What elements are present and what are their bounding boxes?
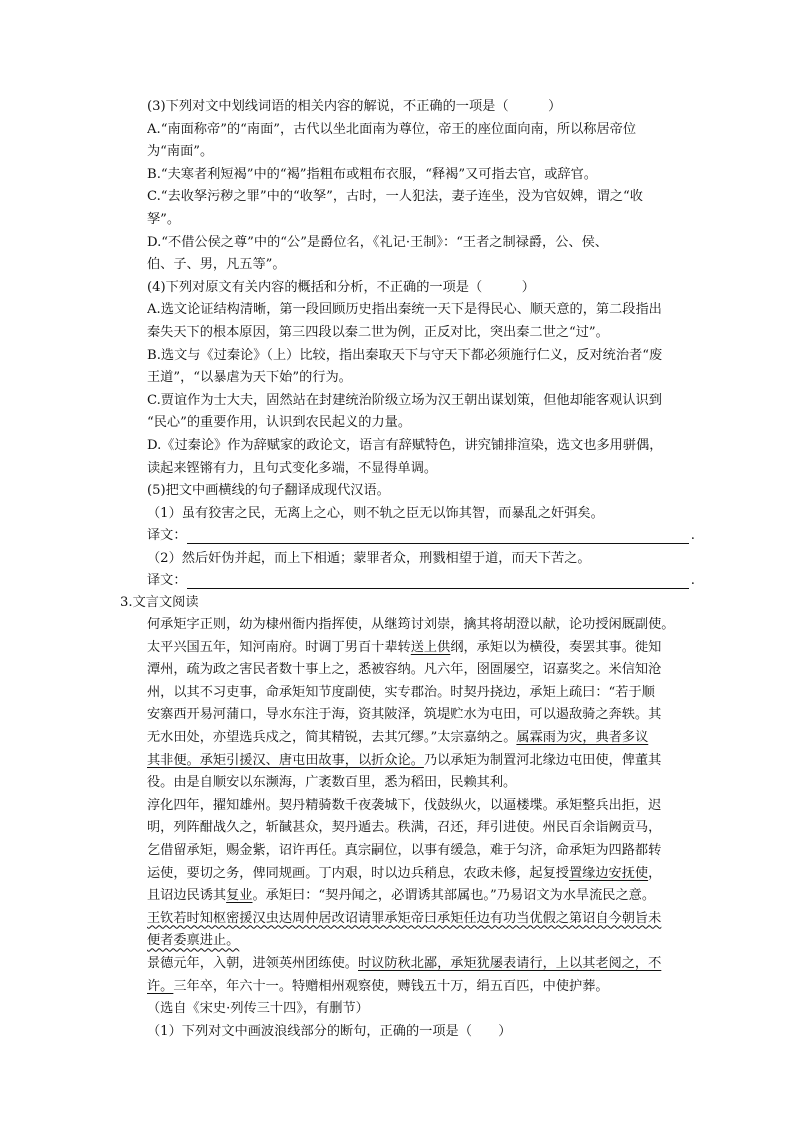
passage-line: 役。由是自顺安以东濒海，广袤数百里，悉为稻田，民赖其利。: [147, 775, 517, 791]
passage-line: [147, 953, 703, 976]
q4-option-d-line2: 读起来铿锵有力，且句式变化多端，不显得单调。: [147, 460, 438, 476]
text-run: 景德元年，入朝，进领英州团练使。: [147, 955, 358, 971]
passage-line: [147, 885, 703, 908]
q3-stem: (3)下列对文中划线词语的相关内容的解说，不正确的一项是（ ）: [147, 99, 562, 114]
classical-passage: [147, 614, 703, 1043]
q5-translation-2: [147, 570, 695, 593]
underlined-sentence: 许。: [147, 978, 174, 994]
q3-option-d-line2: 伯、子、男，凡五等”。: [147, 257, 286, 273]
q4-option-b-line1: B.选文与《过秦论》（上）比较，指出秦取天下与守天下都必须施行仁义，反对统治者“废: [147, 347, 663, 363]
wavy-underlined-text: 王钦若时知枢密援汉虫达周仲居改诏请罪承矩帝曰承矩任边有功当优假之第诏自今朝旨未: [147, 910, 662, 926]
period-mark: .: [690, 573, 695, 589]
q5-sentence-2: （2）然后奸伪并起，而上下相遁；蒙罪者众，刑戮相望于道，而天下苦之。: [147, 550, 591, 566]
passage-line: 淳化四年，擢知雄州。契丹精骑数千夜袭城下，伐鼓纵火，以逼楼堞。承矩整兵出拒，迟: [147, 797, 662, 813]
q3-option-a-line1: A.“南面称帝”的“南面”，古代以坐北面南为尊位，帝王的座位面向南，所以称居帝位: [147, 121, 637, 137]
passage-line: 潭州，疏为政之害民者数十事上之，悉被容纳。凡六年，囹圄屡空，诏嘉奖之。米信知沧: [147, 662, 662, 678]
period-mark: .: [690, 528, 695, 544]
passage-line: [147, 976, 703, 999]
translation-label: 译文：: [147, 528, 187, 544]
q4-option-a-line1: A.选文论证结构清晰，第一段回顾历史指出秦统一天下是得民心、顺天意的，第二段指出: [147, 302, 662, 318]
passage-line: [147, 908, 703, 931]
passage-line: [147, 637, 703, 660]
text-run: 运使，要切之务，俾同规画。丁内艰，时以边兵稍息，农政未修，起复授: [147, 865, 569, 881]
q3-option-c-line1: C.“去收孥污秽之罪”中的“收孥”，古时，一人犯法，妻子连坐，没为官奴婢，谓之“收: [147, 189, 643, 205]
text-run: 三年卒，年六十一。特赠相州观察使，赙钱五十万，绢五百匹，中使护葬。: [173, 978, 609, 994]
q4-option-c-line2: “民心”的重要作用，认识到农民起义的力量。: [147, 415, 412, 431]
q4-option-c-line1: C.贾谊作为士大夫，固然站在封建统治阶级立场为汉王朝出谋划策，但他却能客观认识到: [147, 392, 662, 408]
text-run: 乃以承矩为制置河北缘边屯田使，俾董其: [423, 752, 662, 768]
q5-sentence-1: （1）虽有狡害之民，无离上之心，则不轨之臣无以饰其智，而暴乱之奸弭矣。: [147, 505, 604, 521]
q4-option-b-line2: 王道”，“以暴虐为天下始”的行为。: [147, 370, 352, 386]
underlined-sentence: 时议防秋北鄙，承矩犹屡表请行，上以其老阅之，不: [358, 955, 662, 971]
underlined-word: 置缘边安抚使: [569, 865, 649, 881]
text-run: 。承矩曰：“契丹闻之，必谓诱其部属也。”乃易诏文为水旱流民之意。: [252, 888, 656, 904]
passage-line: 明，列阵酣战久之，斩馘甚众，契丹遁去。秩满，召还，拜引进使。州民百余诣阙贡马，: [147, 820, 662, 836]
passage-line: 乞借留承矩，赐金紫，诏许再任。真宗嗣位，以事有缓急，难于匀济，命承矩为四路都转: [147, 842, 662, 858]
passage-source: （选自《宋史·列传三十四》，有删节）: [147, 1001, 369, 1017]
passage-line: [147, 750, 703, 773]
passage-line: 州，以其不习吏事，命承矩知节度副使，实专郡治。时契丹挠边，承矩上疏曰：“若于顺: [147, 684, 655, 700]
questions-block: [147, 96, 695, 593]
q3-option-b: B.“夫寒者利短褐”中的“褐”指粗布或粗布衣服，“释褐”又可指去官，或辞官。: [147, 166, 597, 182]
q4-option-a-line2: 秦失天下的根本原因，第三四段以秦二世为例，正反对比，突出秦二世之“过”。: [147, 324, 609, 340]
passage-line: 安寨西开易河蒲口，导水东注于海，资其陂泽，筑堤贮水为屯田，可以遏敌骑之奔轶。其: [147, 707, 662, 723]
underlined-word: 送上供: [410, 639, 451, 655]
q3-option-a-line2: 为“南面”。: [147, 144, 214, 160]
underlined-sentence: 属霖雨为灾，典者多议: [516, 729, 649, 745]
section-title: 3.文言文阅读: [120, 595, 199, 610]
answer-blank-2[interactable]: [187, 573, 689, 589]
passage-line: [147, 930, 703, 953]
text-run: 太平兴国五年，知河南府。时调丁男百十辈转: [147, 639, 411, 655]
passage-line: 何承矩字正则，幼为棣州衙内指挥使，从继筠讨刘崇，擒其将胡澄以献，论功授闲厩副使。: [147, 617, 675, 632]
q3-option-d-line1: D.“不借公侯之尊”中的“公”是爵位名，《礼记·王制》：“王者之制禄爵，公、侯、: [147, 234, 608, 250]
translation-label: 译文：: [147, 573, 187, 589]
passage-line: [147, 727, 703, 750]
text-run: 无水田处，亦望选兵戍之，简其精锐，去其冗缪。”太宗嘉纳之。: [147, 729, 517, 745]
text-run: 纲，承矩以为横役，奏罢其事。徙知: [450, 639, 662, 655]
q5-translation-1: [147, 525, 695, 548]
passage-line: [147, 863, 703, 886]
q3-option-c-line2: 孥”。: [147, 211, 181, 227]
q5-stem: (5)把文中画横线的句子翻译成现代汉语。: [147, 483, 390, 499]
q4-option-d-line1: D.《过秦论》作为辞赋家的政论文，语言有辞赋特色，讲究铺排渲染，选文也多用骈偶，: [147, 437, 663, 453]
text-run: 且诏边民诱其: [147, 888, 227, 904]
question-1-stem: （1）下列对文中画波浪线部分的断句，正确的一项是（ ）: [147, 1023, 512, 1039]
text-run: ，: [648, 865, 662, 881]
answer-blank-1[interactable]: [187, 528, 689, 544]
q4-stem: (4)下列对原文有关内容的概括和分析，不正确的一项是（ ）: [147, 279, 535, 295]
wavy-underlined-text: 便者委禀进止。: [147, 933, 240, 949]
underlined-sentence: 其非便。承矩引援汉、唐屯田故事，以折众论。: [147, 752, 424, 768]
underlined-word: 复业: [226, 888, 253, 904]
